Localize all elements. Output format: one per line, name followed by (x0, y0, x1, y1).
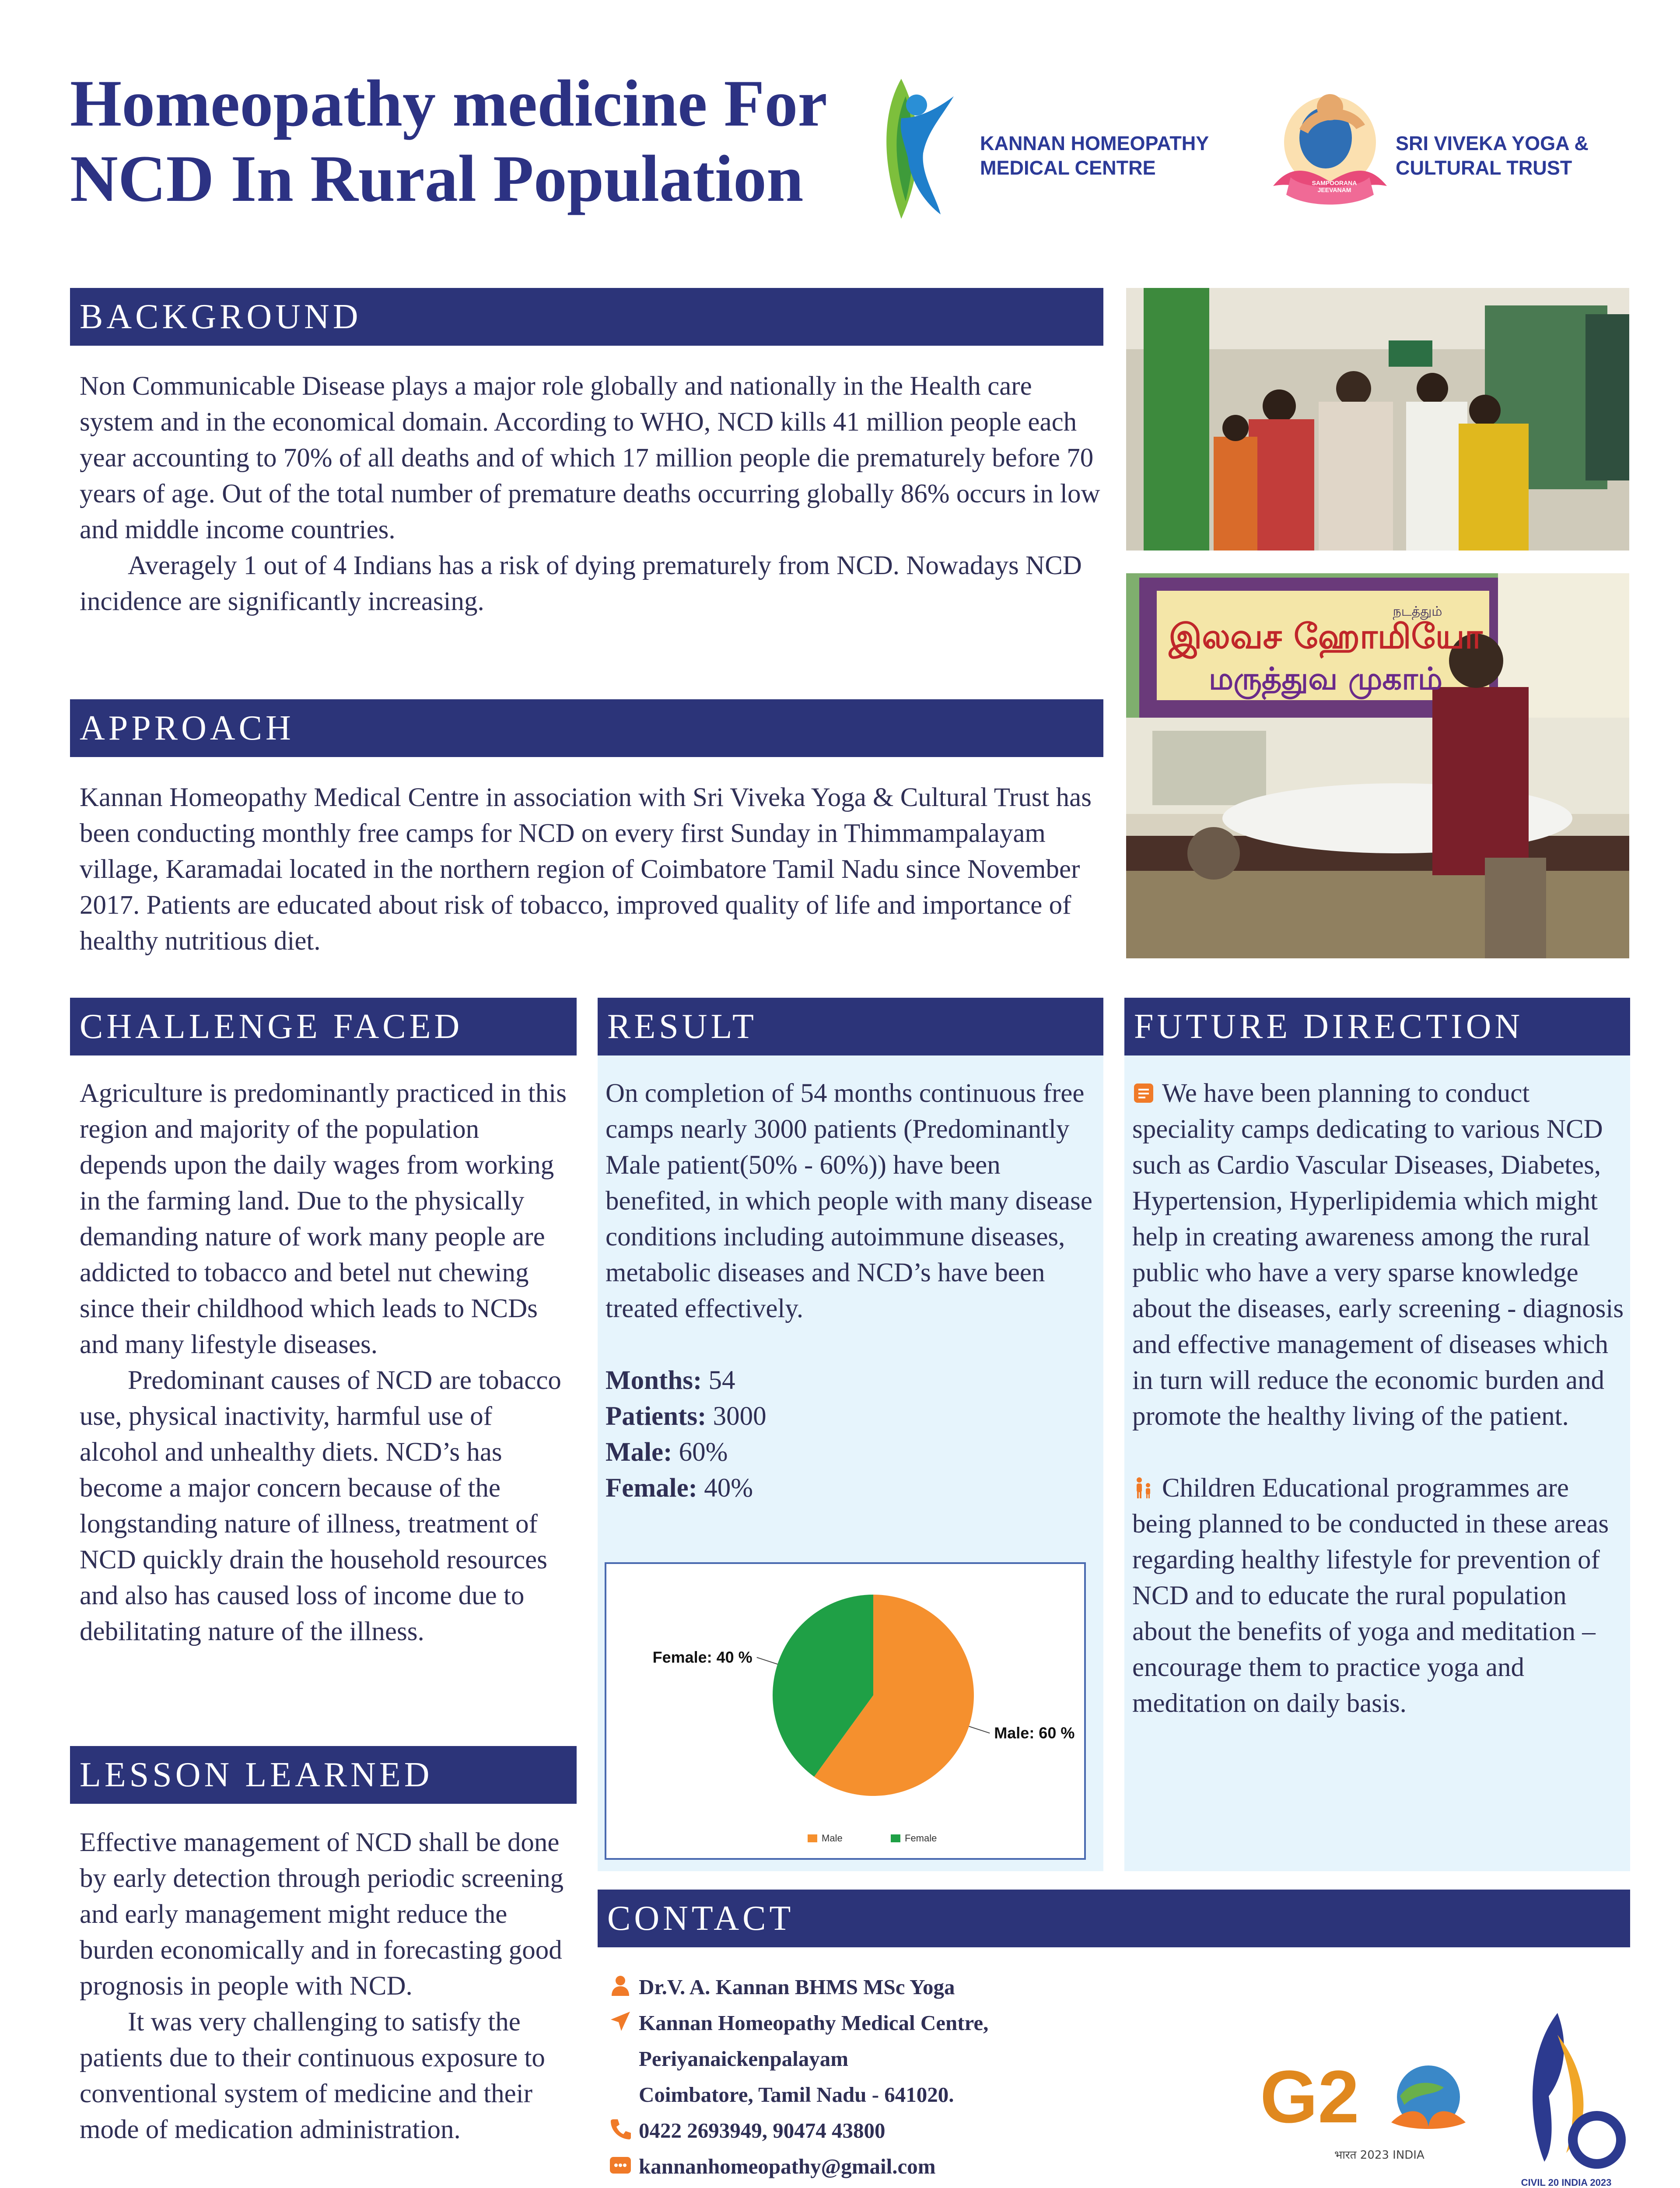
approach-section (80, 780, 1103, 959)
location-arrow-icon (609, 2008, 632, 2030)
challenge-section (80, 1076, 570, 1650)
pie-leader-line-male (969, 1726, 990, 1733)
legend-swatch-female (891, 1834, 900, 1842)
result-para-1: On completion of 54 months continuous free camps nearly 3000 patients (Predominantly Male patient(50% - 60%)) have been benefited, in which people with many disease conditions including autoimmune diseases, metabolic diseases and NCD’s have been treated effectively. (606, 1079, 1092, 1323)
lesson-section (80, 1825, 570, 2148)
title-line-2: NCD In Rural Population (70, 142, 804, 215)
viveka-logo-text (1396, 131, 1589, 180)
future-para-1-text: We have been planning to conduct speciality camps dedicating to various NCD such as Cardio Vascular Diseases, Diabetes, Hypertension, Hyperlipidemia which might help in creating awareness among the rural public who have a very sparse knowledge about the diseases, early screening - diagnosis and effective management of diseases which in turn will reduce the economic burden and promote the healthy living of the patient. (1132, 1079, 1624, 1431)
c20-logo (1501, 2009, 1632, 2188)
viveka-name-line-2: CULTURAL TRUST (1396, 157, 1572, 179)
lesson-heading: LESSON LEARNED (70, 1746, 577, 1804)
future-section (1132, 1076, 1627, 1722)
future-para-1 (1132, 1076, 1627, 1434)
g20-subtext: भारत 2023 INDIA (1334, 2149, 1424, 2162)
person-icon (609, 1972, 632, 1995)
title-line-1: Homeopathy medicine For (70, 67, 827, 140)
c20-line-1: CIVIL 20 INDIA 2023 (1521, 2177, 1612, 2188)
camp-photo-queue (1126, 288, 1629, 551)
background-heading: BACKGROUND (70, 288, 1103, 346)
banner-top-text: நடத்தும் (1393, 604, 1442, 619)
future-para-2-text: Children Educational programmes are being planned to be conducted in these areas regarding healthy lifestyle for prevention of NCD and to educate the rural population about the benefits of yoga and meditation – encourage them to practice yoga and meditation on daily basis. (1132, 1473, 1609, 1718)
result-stat-patients: Patients: 3000 (606, 1402, 766, 1431)
contact-phone-row: 0422 2693949, 90474 43800 (609, 2113, 1178, 2149)
result-stat-female: Female: 40% (606, 1473, 753, 1503)
contact-address-line-3: Coimbatore, Tamil Nadu - 641020. (639, 2083, 954, 2107)
pie-label-male: Male: 60 % (994, 1724, 1075, 1742)
contact-section (609, 1969, 1178, 2184)
future-para-2 (1132, 1470, 1627, 1722)
background-section (80, 368, 1103, 620)
approach-heading: APPROACH (70, 699, 1103, 757)
viveka-logo (1264, 77, 1396, 217)
phone-icon (609, 2115, 632, 2138)
banner-line-2: மருத்துவ முகாம் (1208, 661, 1443, 697)
contact-address-line-2: Periyanaickenpalayam (639, 2047, 849, 2071)
challenge-para-1: Agriculture is predominantly practiced in this region and majority of the population depends upon the daily wages from working in the farming land. Due to the physically demanding nature of work many people are addicted to tobacco and betel nut chewing since their childhood which leads to NCDs and many lifestyle diseases. (80, 1079, 567, 1359)
kannan-name-line-1: KANNAN HOMEOPATHY (980, 132, 1209, 154)
viveka-name-line-1: SRI VIVEKA YOGA & (1396, 132, 1589, 154)
viveka-ribbon-text: SAMPOORANA JEEVANAM (1312, 179, 1357, 193)
legend-swatch-male (808, 1834, 817, 1842)
clipboard-icon (1132, 1078, 1155, 1101)
result-stat-male: Male: 60% (606, 1438, 728, 1467)
approach-para-1: Kannan Homeopathy Medical Centre in association with Sri Viveka Yoga & Cultural Trust has been conducting monthly free camps for NCD on every first Sunday in Thimmampalayam village, Karamadai located in the northern region of Coimbatore Tamil Nadu since November 2017. Patients are educated about risk of tobacco, improved quality of life and importance of healthy nutritious diet. (80, 783, 1092, 956)
lesson-para-2: It was very challenging to satisfy the patients due to their continuous exposure to conventional system of medicine and their mode of medication administration. (80, 2007, 545, 2144)
contact-email-row: kannanhomeopathy@gmail.com (609, 2149, 1178, 2184)
result-section (606, 1076, 1100, 1506)
pie-label-female: Female: 40 % (652, 1648, 752, 1666)
page-title (70, 66, 901, 216)
contact-address-row: Kannan Homeopathy Medical Centre, (609, 2005, 1178, 2041)
pie-leader-line-female (757, 1657, 778, 1664)
challenge-heading: CHALLENGE FACED (70, 998, 577, 1055)
kannan-logo (875, 70, 971, 228)
g20-logo (1260, 2057, 1479, 2162)
challenge-para-2: Predominant causes of NCD are tobacco use, physical inactivity, harmful use of alcohol and unhealthy diets. NCD’s has become a major concern because of the longstanding nature of illness, treatment of NCD quickly drain the household resources and also has caused loss of income due to debilitating nature of the illness. (80, 1366, 561, 1646)
legend-label-male: Male (822, 1833, 843, 1844)
result-stat-months: Months: 54 (606, 1366, 735, 1395)
legend-label-female: Female (905, 1833, 937, 1844)
lesson-para-1: Effective management of NCD shall be done by early detection through periodic screening and early management might reduce the burden economically and in forecasting good prognosis in people with NCD. (80, 1828, 564, 2001)
g20-logo-g: G2 (1260, 2057, 1359, 2139)
pie-chart-frame (605, 1562, 1086, 1860)
background-para-2: Averagely 1 out of 4 Indians has a risk of dying prematurely from NCD. Nowadays NCD incidence are significantly increasing. (80, 551, 1082, 616)
family-icon (1132, 1473, 1155, 1496)
pie-chart (606, 1564, 1084, 1858)
kannan-name-line-2: MEDICAL CENTRE (980, 157, 1156, 179)
contact-name-row: Dr.V. A. Kannan BHMS MSc Yoga (609, 1969, 1178, 2005)
result-heading: RESULT (598, 998, 1103, 1055)
future-heading: FUTURE DIRECTION (1124, 998, 1630, 1055)
email-icon (609, 2151, 632, 2174)
background-para-1: Non Communicable Disease plays a major role globally and nationally in the Health care system and in the economical domain. According to WHO, NCD kills 41 million people each year accounting to 70% of all deaths and of which 17 million people die prematurely before 70 years of age. Out of the total number of premature deaths occurring globally 86% occurs in low and middle income countries. (80, 372, 1100, 544)
kannan-logo-text (980, 131, 1209, 180)
banner-line-1: இலவச ஹோமியோ (1169, 617, 1483, 656)
contact-heading: CONTACT (598, 1890, 1630, 1947)
